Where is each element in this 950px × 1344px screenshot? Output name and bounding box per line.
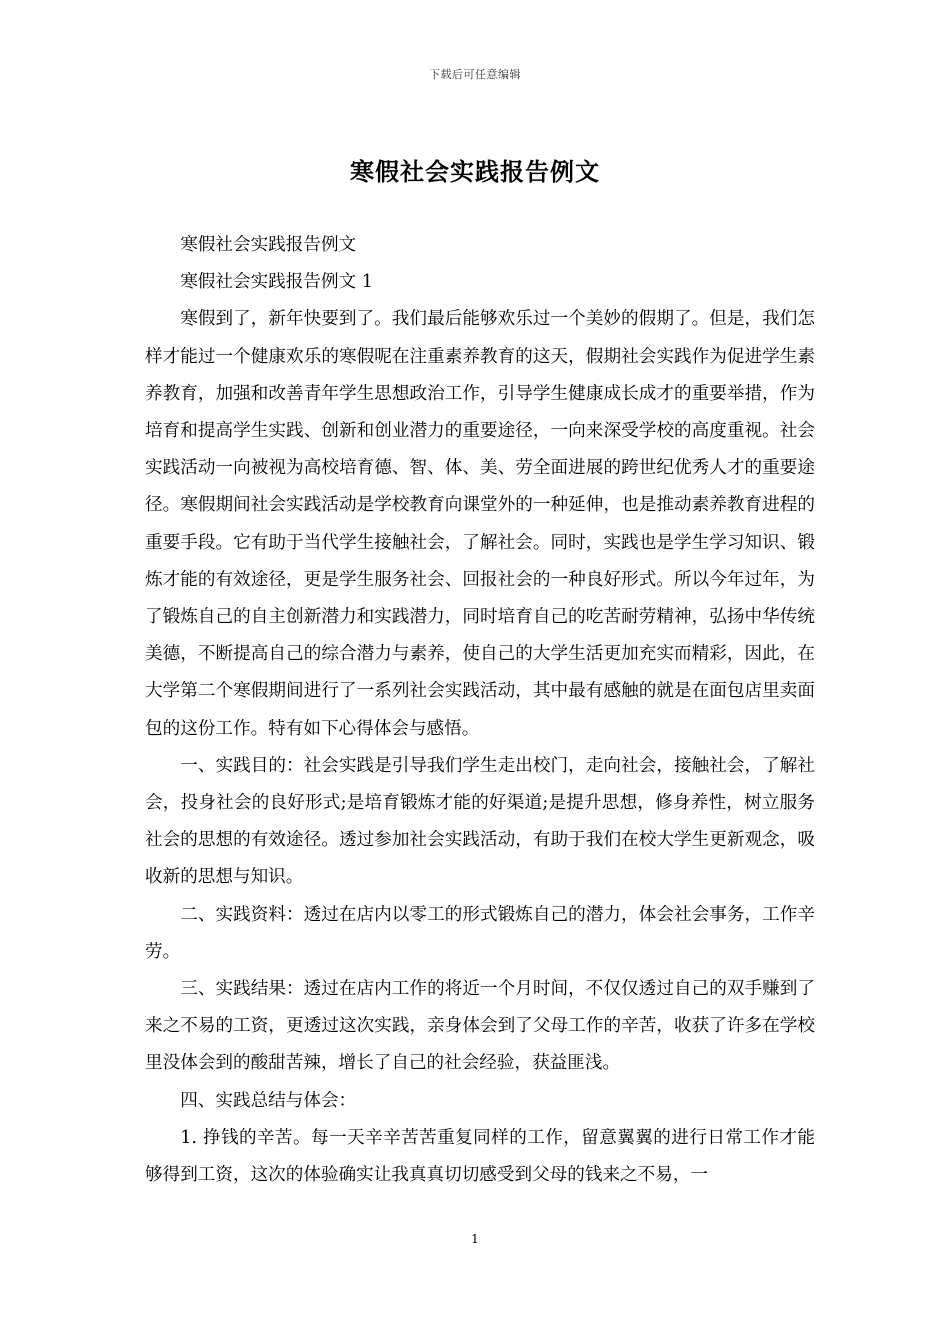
paragraph-subtitle: 寒假社会实践报告例文 (180, 235, 357, 255)
paragraph-subtitle-numbered: 寒假社会实践报告例文 1 (180, 272, 373, 293)
paragraph-purpose: 一、实践目的：社会实践是引导我们学生走出校门，走向社会，接触社会，了解社会，投身社会的良好形式;是培育锻炼才能的好渠道;是提升思想，修身养性，树立服务社会的思想的有效途径。透过参加社会实践活动，有助于我们在校大学生更新观念，吸收新的思想与知识。 (145, 755, 815, 888)
document-title: 寒假社会实践报告例文 (350, 157, 600, 186)
paragraph-intro: 寒假到了，新年快要到了。我们最后能够欢乐过一个美妙的假期了。但是，我们怎样才能过一个健康欢乐的寒假呢在注重素养教育的这天，假期社会实践作为促进学生素养教育，加强和改善青年学生思想政治工作，引导学生健康成长成才的重要举措，作为培育和提高学生实践、创新和创业潜力的重要途径，一向来深受学校的高度重视。社会实践活动一向被视为高校培育德、智、体、美、劳全面进展的跨世纪优秀人才的重要途径。寒假期间社会实践活动是学校教育向课堂外的一种延伸，也是推动素养教育进程的重要手段。它有助于当代学生接触社会，了解社会。同时，实践也是学生学习知识、锻炼才能的有效途径，更是学生服务社会、回报社会的一种良好形式。所以今年过年，为了锻炼自己的自主创新潜力和实践潜力，同时培育自己的吃苦耐劳精神，弘扬中华传统美德，不断提高自己的综合潜力与素养，使自己的大学生活更加充实而精彩，因此，在大学第二个寒假期间进行了一系列社会实践活动，其中最有感触的就是在面包店里卖面包的这份工作。特有如下心得体会与感悟。 (145, 309, 815, 739)
document-body (145, 227, 815, 1194)
header-note: 下载后可任意编辑 (429, 68, 521, 81)
paragraph-summary-heading: 四、实践总结与体会： (180, 1090, 357, 1111)
page-number: 1 (471, 1232, 479, 1246)
paragraph-materials: 二、实践资料：透过在店内以零工的形式锻炼自己的潜力，体会社会事务，工作辛劳。 (145, 904, 815, 962)
paragraph-results: 三、实践结果：透过在店内工作的将近一个月时间，不仅仅透过自己的双手赚到了来之不易的工资，更透过这次实践，亲身体会到了父母工作的辛苦，收获了许多在学校里没体会到的酸甜苦辣，增长了自己的社会经验，获益匪浅。 (145, 979, 815, 1074)
paragraph-summary-point-1: 1. 挣钱的辛苦。每一天辛辛苦苦重复同样的工作，留意翼翼的进行日常工作才能够得到工资，这次的体验确实让我真真切切感受到父母的钱来之不易，一 (145, 1127, 815, 1186)
